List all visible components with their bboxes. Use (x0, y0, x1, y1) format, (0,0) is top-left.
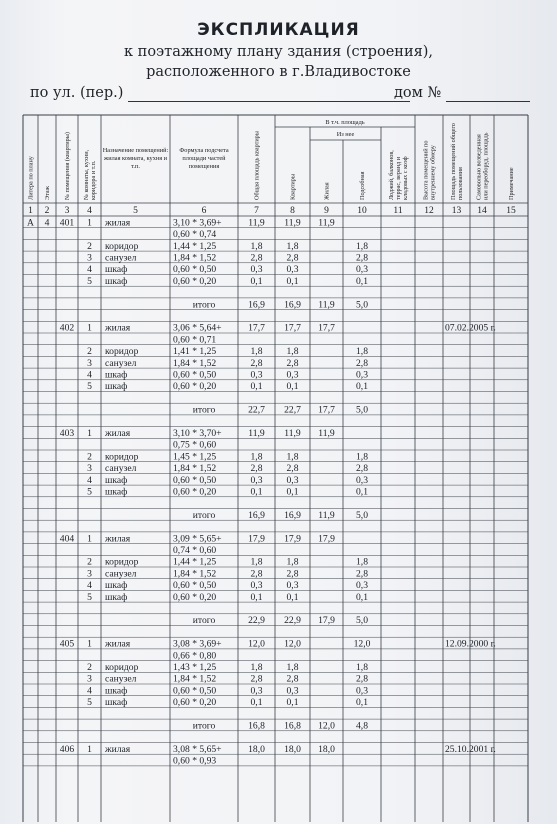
cell-r31-c10: 0,3 (356, 580, 368, 592)
cell-r23-c4: 5 (87, 486, 92, 498)
cell-r21-c6: 1,84 * 1,52 (173, 463, 217, 475)
header-col-4-line-2: коридора и т.п. (90, 160, 97, 200)
header-col-13-line-1: Площадь помещений общего (450, 123, 457, 200)
cell-r32-c5: шкаф (105, 591, 128, 603)
col-number-14: 14 (477, 206, 487, 216)
cell-r45-c9: 18,0 (318, 743, 335, 755)
cell-r25-c6: итого (192, 509, 216, 521)
cell-r27-c3: 404 (59, 533, 75, 545)
cell-r0-c2: 4 (44, 217, 50, 229)
col-number-15: 15 (506, 206, 516, 216)
cell-r41-c6: 0,60 * 0,20 (173, 697, 217, 709)
cell-r23-c7: 0,1 (250, 486, 263, 498)
cell-r14-c10: 0,1 (356, 381, 368, 393)
cell-r18-c5: жилая (105, 428, 131, 439)
cell-r3-c6: 1,84 * 1,52 (173, 252, 217, 264)
cell-r0-c9: 11,9 (318, 217, 335, 229)
cell-r38-c6: 1,43 * 1,25 (173, 662, 217, 673)
cell-r32-c4: 5 (87, 591, 92, 603)
cell-r34-c9: 17,9 (318, 615, 335, 627)
cell-r7-c6: итого (192, 299, 216, 311)
cell-r22-c7: 0,3 (250, 474, 263, 486)
cell-r11-c4: 2 (87, 346, 92, 358)
cell-r31-c6: 0,60 * 0,50 (173, 580, 217, 592)
cell-r41-c4: 5 (87, 697, 92, 709)
cell-r3-c5: санузел (105, 252, 137, 264)
cell-r16-c7: 22,7 (248, 404, 265, 416)
cell-r19-c6: 0,75 * 0,60 (173, 439, 217, 451)
cell-r2-c8: 1,8 (286, 240, 299, 252)
cell-r39-c6: 1,84 * 1,52 (173, 673, 217, 685)
col-number-1: 1 (28, 206, 33, 216)
cell-r38-c5: коридор (105, 662, 139, 673)
header-col-6-line-3: помещения (188, 163, 220, 170)
cell-r22-c6: 0,60 * 0,50 (173, 474, 217, 486)
cell-r12-c7: 2,8 (250, 357, 263, 369)
col-number-6: 6 (201, 206, 207, 216)
cell-r20-c8: 1,8 (286, 451, 299, 463)
cell-r4-c4: 4 (87, 264, 92, 276)
cell-r5-c6: 0,60 * 0,20 (173, 275, 217, 287)
cell-r11-c7: 1,8 (250, 346, 263, 358)
cell-r2-c10: 1,8 (356, 240, 368, 252)
cell-r29-c7: 1,8 (250, 556, 263, 568)
cell-r25-c8: 16,9 (284, 509, 301, 521)
cell-r11-c6: 1,41 * 1,25 (173, 346, 217, 358)
cell-r41-c5: шкаф (105, 697, 128, 709)
cell-r43-c7: 16,8 (248, 720, 265, 732)
col-number-7: 7 (254, 206, 259, 216)
cell-r45-c3: 406 (59, 743, 75, 755)
cell-r36-c14: 12.09.2000 г. (445, 638, 496, 650)
cell-r40-c5: шкаф (105, 685, 128, 697)
cell-r0-c6: 3,10 * 3,69+ (173, 217, 222, 229)
document-subtitle-2: расположенного в г.Владивостоке (146, 64, 411, 80)
cell-r0-c1: А (27, 217, 34, 229)
cell-r27-c7: 17,9 (248, 533, 265, 545)
cell-r2-c6: 1,44 * 1,25 (173, 240, 217, 252)
header-col-15-line-1: Примечание (508, 167, 515, 200)
cell-r37-c6: 0,66 * 0,80 (173, 650, 217, 662)
col-number-10: 10 (357, 206, 367, 216)
cell-r13-c4: 4 (87, 369, 92, 381)
cell-r34-c6: итого (192, 615, 216, 627)
cell-r12-c5: санузел (105, 357, 137, 369)
cell-r9-c9: 17,7 (318, 322, 335, 334)
cell-r21-c4: 3 (87, 463, 92, 475)
cell-r1-c6: 0,60 * 0,74 (173, 229, 217, 241)
header-col-14-line-1: Самовольно возведенная (475, 134, 483, 200)
header-col-10-line-1: Подсобная (359, 171, 366, 200)
cell-r30-c4: 3 (87, 568, 92, 580)
cell-r20-c4: 2 (87, 451, 92, 463)
cell-r0-c5: жилая (105, 217, 131, 229)
cell-r16-c9: 17,7 (318, 404, 335, 416)
cell-r29-c8: 1,8 (286, 556, 299, 568)
cell-r36-c6: 3,08 * 3,69+ (173, 638, 222, 650)
cell-r23-c10: 0,1 (356, 486, 368, 498)
cell-r46-c6: 0,60 * 0,93 (173, 755, 217, 767)
cell-r22-c8: 0,3 (286, 474, 299, 486)
cell-r23-c6: 0,60 * 0,20 (173, 486, 217, 498)
header-col-5-line-1: Назначение помещений: (102, 147, 169, 154)
cell-r7-c10: 5,0 (356, 299, 368, 311)
of-them-label: Из нее (336, 131, 355, 138)
cell-r32-c7: 0,1 (250, 591, 263, 603)
cell-r40-c4: 4 (87, 685, 92, 697)
cell-r2-c4: 2 (87, 240, 92, 252)
cell-r39-c4: 3 (87, 673, 92, 685)
cell-r12-c10: 2,8 (356, 357, 368, 369)
header-col-8-line-1: Квартиры (289, 174, 297, 200)
cell-r5-c5: шкаф (105, 275, 128, 287)
cell-r27-c9: 17,9 (318, 533, 335, 545)
header-col-11-line-2: террас, веранд и (395, 156, 402, 200)
cell-r18-c8: 11,9 (284, 428, 301, 439)
cell-r12-c6: 1,84 * 1,52 (173, 357, 217, 369)
col-number-3: 3 (64, 206, 70, 216)
cell-r45-c8: 18,0 (284, 743, 301, 755)
cell-r7-c8: 16,9 (284, 299, 301, 311)
cell-r11-c8: 1,8 (286, 346, 299, 358)
cell-r22-c4: 4 (87, 474, 92, 486)
cell-r9-c14: 07.02.2005 г. (445, 322, 496, 334)
cell-r4-c10: 0,3 (356, 264, 368, 276)
cell-r30-c5: санузел (105, 568, 137, 580)
cell-r0-c8: 11,9 (284, 217, 301, 229)
cell-r31-c8: 0,3 (286, 580, 299, 592)
cell-r25-c9: 11,9 (318, 509, 335, 521)
cell-r13-c6: 0,60 * 0,50 (173, 369, 217, 381)
cell-r23-c8: 0,1 (286, 486, 299, 498)
cell-r9-c7: 17,7 (248, 322, 265, 334)
header-col-14-line-2: или переоборуд. площадь (482, 132, 490, 200)
cell-r9-c6: 3,06 * 5,64+ (173, 322, 222, 334)
col-number-13: 13 (451, 206, 462, 216)
cell-r25-c10: 5,0 (356, 509, 368, 521)
cell-r30-c6: 1,84 * 1,52 (173, 568, 217, 580)
cell-r41-c7: 0,1 (250, 697, 263, 709)
header-col-7-line-1: Общая площадь квартиры (253, 131, 261, 200)
col-number-2: 2 (44, 206, 50, 216)
cell-r2-c7: 1,8 (250, 240, 263, 252)
street-label: по ул. (пер.) (30, 85, 124, 101)
cell-r36-c5: жилая (105, 638, 131, 650)
col-number-11: 11 (393, 206, 403, 216)
cell-r11-c5: коридор (105, 346, 139, 358)
cell-r31-c4: 4 (87, 580, 92, 592)
cell-r28-c6: 0,74 * 0,60 (173, 545, 217, 556)
document-title: ЭКСПЛИКАЦИЯ (197, 20, 360, 40)
cell-r3-c7: 2,8 (250, 252, 263, 264)
header-col-11-line-1: Лоджий, балконов, (388, 150, 395, 200)
col-number-9: 9 (324, 206, 329, 216)
col-number-12: 12 (424, 206, 434, 216)
header-col-4-line-1: № комнаты, кухни, (83, 149, 90, 200)
cell-r4-c8: 0,3 (286, 264, 299, 276)
cell-r16-c6: итого (192, 404, 216, 416)
cell-r10-c6: 0,60 * 0,71 (173, 334, 217, 346)
cell-r45-c5: жилая (105, 743, 131, 755)
cell-r31-c7: 0,3 (250, 580, 263, 592)
cell-r20-c5: коридор (105, 451, 139, 463)
cell-r39-c7: 2,8 (250, 673, 263, 685)
cell-r5-c10: 0,1 (356, 275, 368, 287)
cell-r29-c5: коридор (105, 556, 139, 568)
cell-r4-c6: 0,60 * 0,50 (173, 264, 217, 276)
header-col-9-line-1: Жилая (323, 182, 331, 200)
cell-r43-c10: 4,8 (356, 720, 368, 732)
cell-r14-c7: 0,1 (250, 381, 263, 393)
cell-r30-c8: 2,8 (286, 568, 299, 580)
col-number-5: 5 (133, 206, 138, 216)
cell-r39-c8: 2,8 (286, 673, 299, 685)
cell-r25-c7: 16,9 (248, 509, 265, 521)
cell-r29-c10: 1,8 (356, 556, 368, 568)
cell-r36-c3: 405 (59, 638, 75, 650)
header-col-1-line-1: Литера по плану (27, 156, 35, 200)
cell-r21-c10: 2,8 (356, 463, 368, 475)
cell-r0-c7: 11,9 (248, 217, 265, 229)
cell-r14-c5: шкаф (105, 381, 128, 393)
cell-r12-c4: 3 (87, 357, 92, 369)
cell-r22-c5: шкаф (105, 474, 128, 486)
cell-r40-c8: 0,3 (286, 685, 299, 697)
cell-r41-c8: 0,1 (286, 697, 299, 709)
cell-r13-c10: 0,3 (356, 369, 368, 381)
header-col-13-line-2: пользования (457, 167, 464, 200)
cell-r45-c4: 1 (87, 743, 92, 755)
cell-r13-c7: 0,3 (250, 369, 263, 381)
cell-r18-c4: 1 (87, 428, 92, 439)
cell-r32-c6: 0,60 * 0,20 (173, 591, 217, 603)
header-col-6-line-2: площади частей (182, 155, 226, 162)
cell-r36-c8: 12,0 (284, 638, 301, 650)
cell-r21-c8: 2,8 (286, 463, 299, 475)
cell-r2-c5: коридор (105, 240, 139, 252)
header-col-5-line-3: т.п. (131, 163, 140, 170)
cell-r9-c4: 1 (87, 322, 92, 334)
cell-r27-c6: 3,09 * 5,65+ (173, 533, 222, 545)
cell-r38-c7: 1,8 (250, 662, 263, 673)
cell-r31-c5: шкаф (105, 580, 128, 592)
cell-r4-c5: шкаф (105, 264, 128, 276)
area-group-label: В т.ч. площадь (325, 119, 365, 126)
cell-r22-c10: 0,3 (356, 474, 368, 486)
cell-r39-c5: санузел (105, 673, 137, 685)
cell-r18-c3: 403 (59, 428, 75, 439)
cell-r9-c8: 17,7 (284, 322, 301, 334)
cell-r5-c7: 0,1 (250, 275, 263, 287)
cell-r27-c8: 17,9 (284, 533, 301, 545)
header-col-2-line-1: Этаж (44, 186, 51, 200)
cell-r18-c6: 3,10 * 3,70+ (173, 428, 222, 439)
cell-r36-c10: 12,0 (353, 638, 371, 650)
cell-r45-c14: 25.10.2001 г. (445, 743, 496, 755)
cell-r20-c10: 1,8 (356, 451, 368, 463)
document-subtitle-1: к поэтажному плану здания (строения), (123, 44, 434, 60)
cell-r34-c7: 22,9 (248, 615, 265, 627)
cell-r40-c10: 0,3 (356, 685, 368, 697)
cell-r13-c8: 0,3 (286, 369, 299, 381)
cell-r18-c7: 11,9 (248, 428, 265, 439)
cell-r41-c10: 0,1 (356, 697, 368, 709)
cell-r9-c5: жилая (105, 322, 131, 334)
house-label: дом № (394, 85, 442, 101)
cell-r0-c3: 401 (59, 217, 75, 229)
cell-r12-c8: 2,8 (286, 357, 299, 369)
cell-r34-c10: 5,0 (356, 615, 368, 627)
cell-r5-c4: 5 (87, 275, 92, 287)
cell-r21-c5: санузел (105, 463, 137, 475)
cell-r36-c7: 12,0 (248, 638, 265, 650)
cell-r39-c10: 2,8 (356, 673, 368, 685)
cell-r13-c5: шкаф (105, 369, 128, 381)
cell-r29-c6: 1,44 * 1,25 (173, 556, 217, 568)
header-col-6-line-1: Формула подсчета (179, 147, 229, 154)
cell-r5-c8: 0,1 (286, 275, 299, 287)
cell-r18-c9: 11,9 (318, 428, 335, 439)
cell-r0-c4: 1 (87, 217, 92, 229)
cell-r29-c4: 2 (87, 556, 92, 568)
cell-r43-c6: итого (192, 720, 216, 732)
header-col-12-line-1: Высота помещений по (422, 140, 430, 200)
header-col-5-line-2: жилая комната, кухня и (103, 155, 168, 162)
cell-r21-c7: 2,8 (250, 463, 263, 475)
cell-r20-c6: 1,45 * 1,25 (173, 451, 217, 463)
cell-r36-c4: 1 (87, 638, 92, 650)
cell-r3-c10: 2,8 (356, 252, 368, 264)
header-col-11-line-3: кладовых с коэф (402, 156, 409, 200)
cell-r32-c10: 0,1 (356, 591, 368, 603)
cell-r40-c6: 0,60 * 0,50 (173, 685, 217, 697)
cell-r34-c8: 22,9 (284, 615, 301, 627)
cell-r27-c5: жилая (105, 533, 131, 545)
cell-r43-c9: 12,0 (318, 720, 335, 732)
cell-r20-c7: 1,8 (250, 451, 263, 463)
cell-r30-c10: 2,8 (356, 568, 368, 580)
cell-r45-c6: 3,08 * 5,65+ (173, 743, 222, 755)
cell-r11-c10: 1,8 (356, 346, 368, 358)
cell-r3-c8: 2,8 (286, 252, 299, 264)
cell-r40-c7: 0,3 (250, 685, 263, 697)
col-number-8: 8 (290, 206, 295, 216)
header-col-3-line-1: № помещения (квартиры) (64, 132, 71, 200)
cell-r38-c10: 1,8 (356, 662, 368, 673)
cell-r9-c3: 402 (59, 322, 75, 334)
cell-r7-c9: 11,9 (318, 299, 335, 311)
cell-r38-c4: 2 (87, 662, 92, 673)
cell-r7-c7: 16,9 (248, 299, 265, 311)
cell-r27-c4: 1 (87, 533, 92, 545)
cell-r4-c7: 0,3 (250, 264, 263, 276)
cell-r30-c7: 2,8 (250, 568, 263, 580)
cell-r16-c8: 22,7 (284, 404, 301, 416)
cell-r23-c5: шкаф (105, 486, 128, 498)
col-number-4: 4 (87, 206, 92, 216)
cell-r16-c10: 5,0 (356, 404, 368, 416)
cell-r45-c7: 18,0 (248, 743, 265, 755)
cell-r43-c8: 16,8 (284, 720, 301, 732)
header-col-12-line-2: внутреннему обмеру (429, 145, 437, 200)
cell-r14-c8: 0,1 (286, 381, 299, 393)
cell-r3-c4: 3 (87, 252, 92, 264)
cell-r14-c6: 0,60 * 0,20 (173, 381, 217, 393)
cell-r38-c8: 1,8 (286, 662, 299, 673)
cell-r14-c4: 5 (87, 381, 92, 393)
cell-r32-c8: 0,1 (286, 591, 299, 603)
